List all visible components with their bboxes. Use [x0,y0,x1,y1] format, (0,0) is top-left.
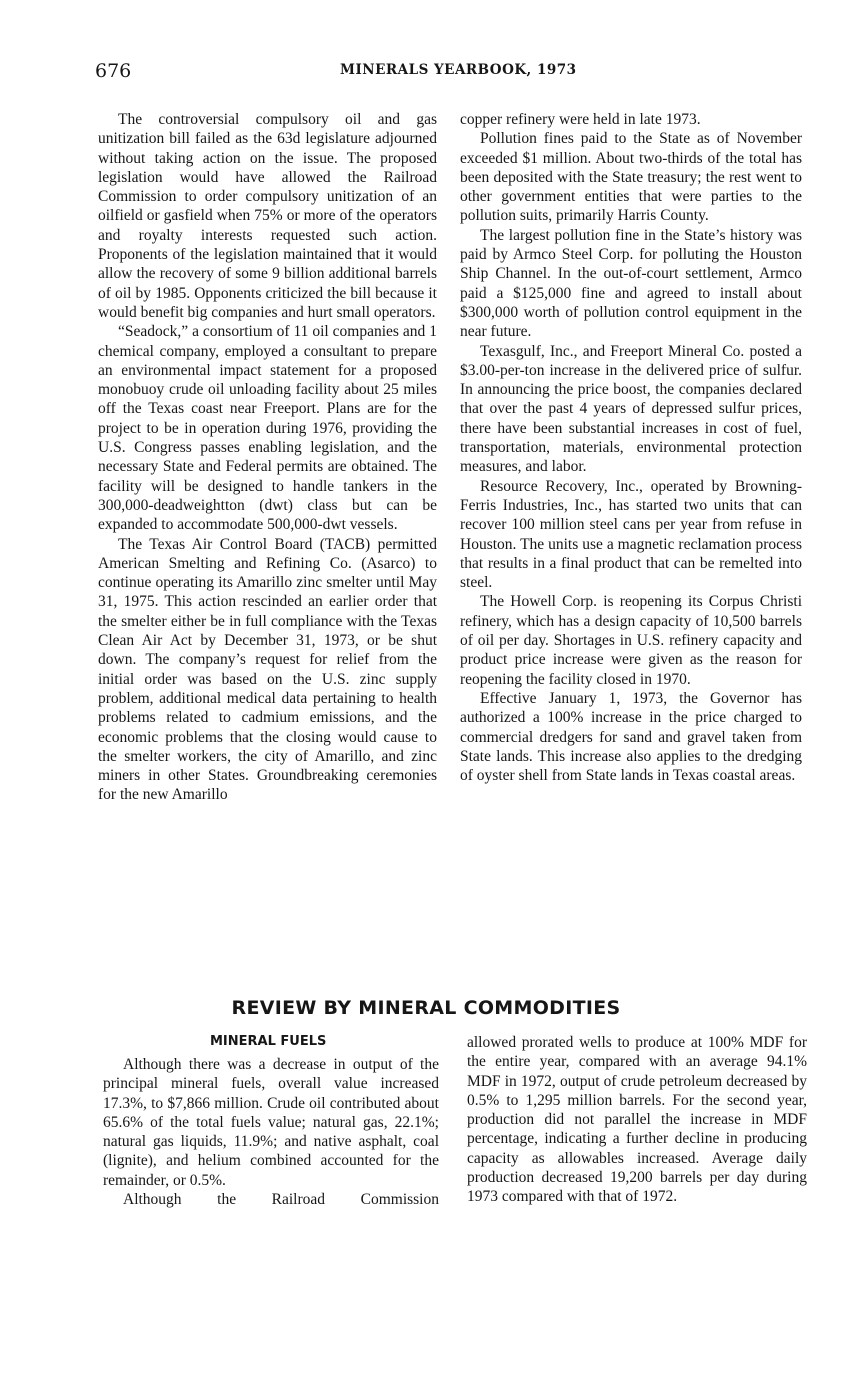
top-right-column [460,110,802,785]
bottom-right-column [467,1033,807,1207]
paragraph-howell: The Howell Corp. is reopening its Corpus Christi refinery, which has a design capacity of 10,500 barrels of oil per day. Shortages in U.S. refinery capacity and product price increase were given as the reason for reopening the facility closed in 1970. [460,593,802,688]
paragraph-armco: The largest pollution fine in the State’s history was paid by Armco Steel Corp. for polluting the Houston Ship Channel. In the out-of-court settlement, Armco paid a $125,000 fine and agreed to install about $300,000 worth of pollution control equipment in the near future. [460,226,802,341]
paragraph-fuels-value: Although there was a decrease in output of the principal mineral fuels, overall value increased 17.3%, to $7,866 million. Crude oil contributed about 65.6% of the total fuels value; natural gas, 22.1%; natural gas liquids, 11.9%; and native asphalt, coal (lignite), and helium combined accounted for the remainder, or 0.5%. [103,1056,439,1189]
top-left-column [98,110,437,805]
paragraph-continuation: copper refinery were held in late 1973. [460,111,701,128]
paragraph-mdf-continuation: allowed prorated wells to produce at 100% MDF for the entire year, compared with an average 94.1% MDF in 1972, output of crude petroleum decreased by 0.5% to 1,295 million barrels. For the second year, production did not parallel the increase in MDF percentage, indicating a further decline in producing capacity as allowables increased. Average daily production decreased 19,200 barrels per day during 1973 compared with that of 1972. [467,1034,807,1206]
subsection-heading: MINERAL FUELS [210,1034,327,1049]
paragraph-railroad-commission: Although the Railroad Commission [123,1191,439,1209]
paragraph-pollution-fines: Pollution fines paid to the State as of November exceeded $1 million. About two-thirds of the total has been deposited with the State treasury; the rest went to other government entities that were parties to the pollution suits, primarily Harris County. [460,130,802,225]
paragraph-texasgulf: Texasgulf, Inc., and Freeport Mineral Co. posted a $3.00-per-ton increase in the delivered price of sulfur. In announcing the price boost, the companies declared that over the past 4 years of depressed sulfur prices, there have been substantial increases in cost of fuel, transportation, materials, environmental protection measures, and labor. [460,342,802,476]
paragraph-resource-recovery: Resource Recovery, Inc., operated by Browning-Ferris Industries, Inc., has started two units that can recover 100 million steel cans per year from refuse in Houston. The units use a magnetic reclamation process that results in a final product that can be remelted into steel. [460,477,802,592]
running-title: MINERALS YEARBOOK, 1973 [340,62,577,78]
section-heading: REVIEW BY MINERAL COMMODITIES [231,997,621,1019]
paragraph-governor: Effective January 1, 1973, the Governor has authorized a 100% increase in the price charged to commercial dredgers for sand and gravel taken from State lands. This increase also applies to the dredging of oyster shell from State lands in Texas coastal areas. [460,689,802,785]
bottom-left-column [103,1055,439,1209]
paragraph-seadock: “Seadock,” a consortium of 11 oil companies and 1 chemical company, employed a consultant to prepare an environmental impact statement for a proposed monobuoy crude oil unloading facility about 25 miles off the Texas coast near Freeport. Plans are for the project to be in operation during 1976, providing the U.S. Congress passes enabling legislation, and the necessary State and Federal permits are obtained. The facility will be designed to handle tankers in the 300,000-deadweightton (dwt) class but can be expanded to accommodate 500,000-dwt vessels. [98,323,437,534]
paragraph-unitization-bill: The controversial compulsory oil and gas unitization bill failed as the 63d legislature adjourned without taking action on the issue. The proposed legislation would have allowed the Railroad Commission to order compulsory unitization of an oilfield or gasfield when 75% or more of the operators and royalty interests requested such action. Proponents of the legislation maintained that it would allow the recovery of some 9 billion additional barrels of oil by 1985. Opponents criticized the bill because it would benefit big companies and hurt small operators. [98,111,437,321]
paragraph-tacb-asarco: The Texas Air Control Board (TACB) permitted American Smelting and Refining Co. (Asarco) to continue operating its Amarillo zinc smelter until May 31, 1975. This action rescinded an earlier order that the smelter either be in full compliance with the Texas Clean Air Act by December 31, 1973, or be shut down. The company’s request for relief from the initial order was based on the U.S. zinc supply problem, additional medical data pertaining to health problems related to cadmium emissions, and the economic problems that the closing would cause to the smelter workers, the city of Amarillo, and zinc miners in other States. Groundbreaking ceremonies for the new Amarillo [98,535,437,804]
page-number: 676 [95,60,132,82]
